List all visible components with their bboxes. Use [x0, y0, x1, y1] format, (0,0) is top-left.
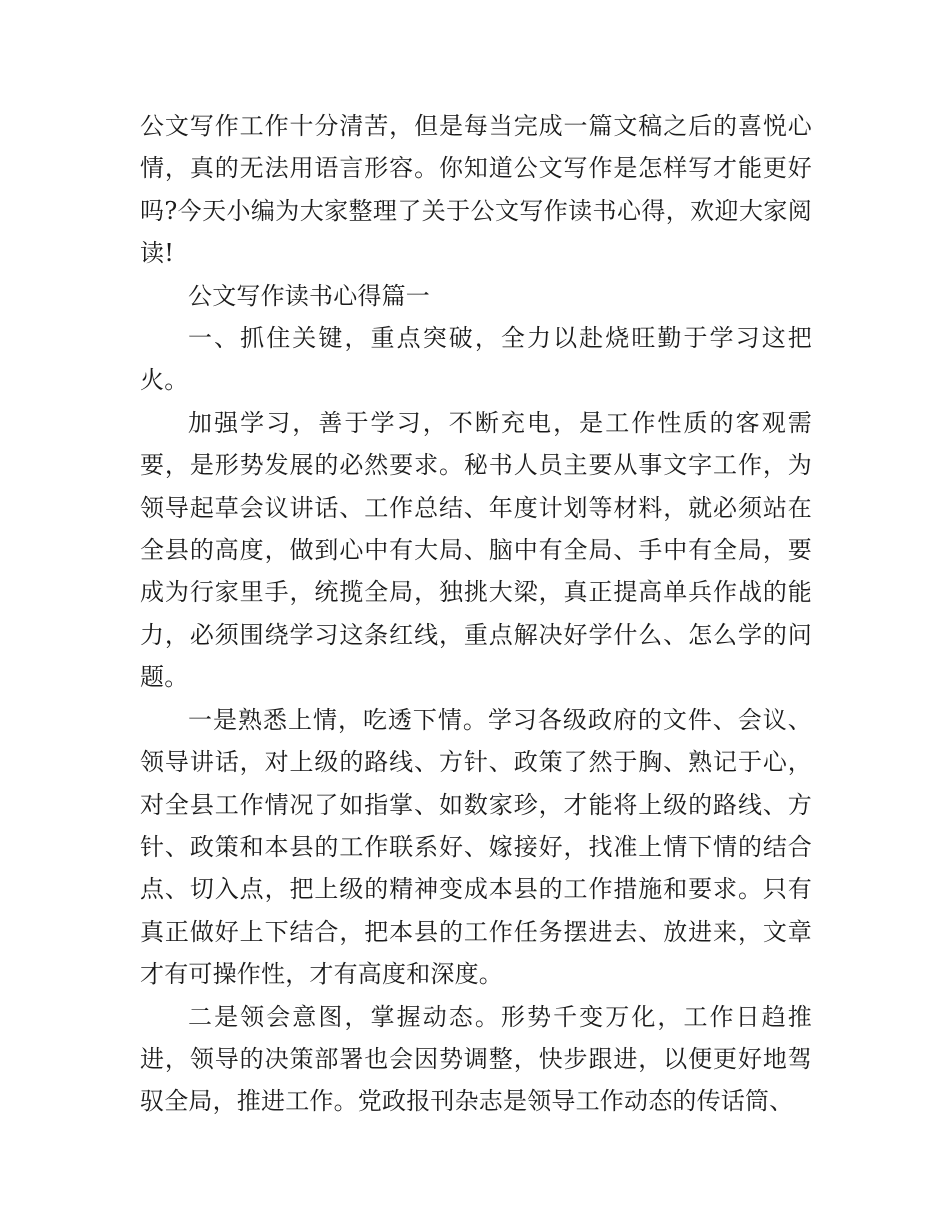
study-paragraph: 加强学习，善于学习，不断充电，是工作性质的客观需要，是形势发展的必然要求。秘书人员主要从事文字工作，为领导起草会议讲话、工作总结、年度计划等材料，就必须站在全县的高度，做到心中有大局、脑中有全局、手中有全局，要成为行家里手，统揽全局，独挑大梁，真正提高单兵作战的能力，必须围绕学习这条红线，重点解决好学什么、怎么学的问题。: [140, 408, 812, 692]
section-title: 公文写作读书心得篇一: [188, 281, 430, 310]
point-one-heading: 一、抓住关键，重点突破，全力以赴烧旺勤于学习这把火。: [140, 324, 812, 395]
document-page: [140, 105, 812, 1123]
second-point-paragraph: 二是领会意图，掌握动态。形势千变万化，工作日趋推进，领导的决策部署也会因势调整，快步跟进，以便更好地驾驭全局，推进工作。党政报刊杂志是领导工作动态的传话筒、: [140, 1002, 812, 1116]
intro-paragraph: 公文写作工作十分清苦，但是每当完成一篇文稿之后的喜悦心情，真的无法用语言形容。你知道公文写作是怎样写才能更好吗?今天小编为大家整理了关于公文写作读书心得，欢迎大家阅读!: [140, 112, 812, 268]
first-point-paragraph: 一是熟悉上情，吃透下情。学习各级政府的文件、会议、领导讲话，对上级的路线、方针、政策了然于胸、熟记于心，对全县工作情况了如指掌、如数家珍，才能将上级的路线、方针、政策和本县的工作联系好、嫁接好，找准上情下情的结合点、切入点，把上级的精神变成本县的工作措施和要求。只有真正做好上下结合，把本县的工作任务摆进去、放进来，文章才有可操作性，才有高度和深度。: [140, 705, 812, 989]
